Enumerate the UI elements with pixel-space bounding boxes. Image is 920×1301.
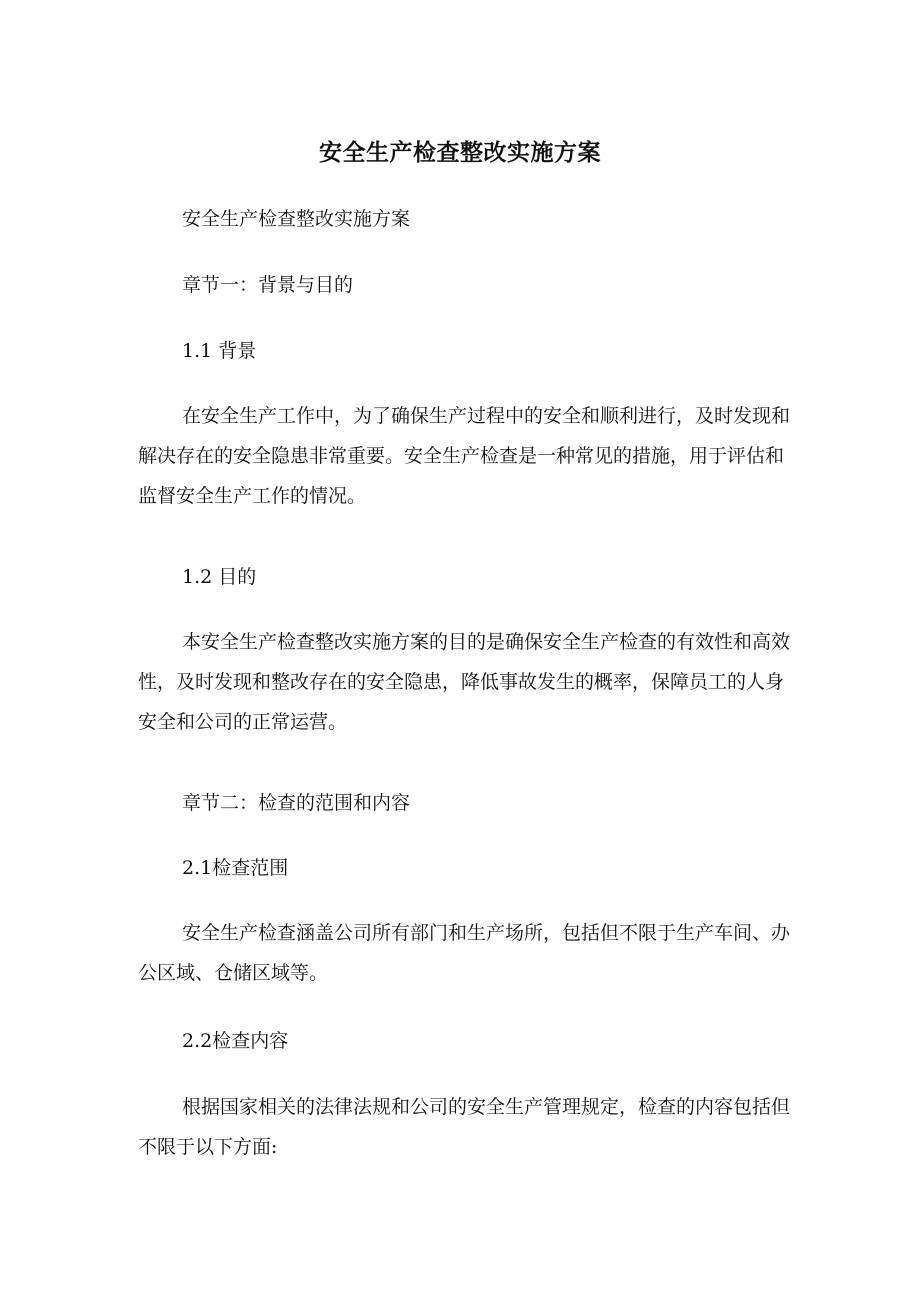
section-heading-1-2: 1.2 目的 [182, 566, 257, 588]
chapter-heading-1: 章节一：背景与目的 [182, 274, 354, 296]
section-heading-1-1: 1.1 背景 [182, 340, 257, 362]
section-heading-2-2: 2.2检查内容 [182, 1030, 289, 1052]
document-title: 安全生产检查整改实施方案 [319, 140, 601, 166]
document-subtitle: 安全生产检查整改实施方案 [182, 208, 411, 230]
chapter-heading-2: 章节二：检查的范围和内容 [182, 792, 411, 814]
section-heading-2-1: 2.1检查范围 [182, 857, 289, 879]
scope-paragraph: 安全生产检查涵盖公司所有部门和生产场所，包括但不限于生产车间、办公区域、仓储区域等。 [138, 922, 791, 984]
purpose-paragraph: 本安全生产检查整改实施方案的目的是确保安全生产检查的有效性和高效性，及时发现和整改存在的安全隐患，降低事故发生的概率，保障员工的人身安全和公司的正常运营。 [138, 631, 791, 733]
content-paragraph: 根据国家相关的法律法规和公司的安全生产管理规定，检查的内容包括但不限于以下方面: [138, 1096, 791, 1158]
background-paragraph: 在安全生产工作中，为了确保生产过程中的安全和顺利进行，及时发现和解决存在的安全隐患非常重要。安全生产检查是一种常见的措施，用于评估和监督安全生产工作的情况。 [138, 405, 791, 507]
